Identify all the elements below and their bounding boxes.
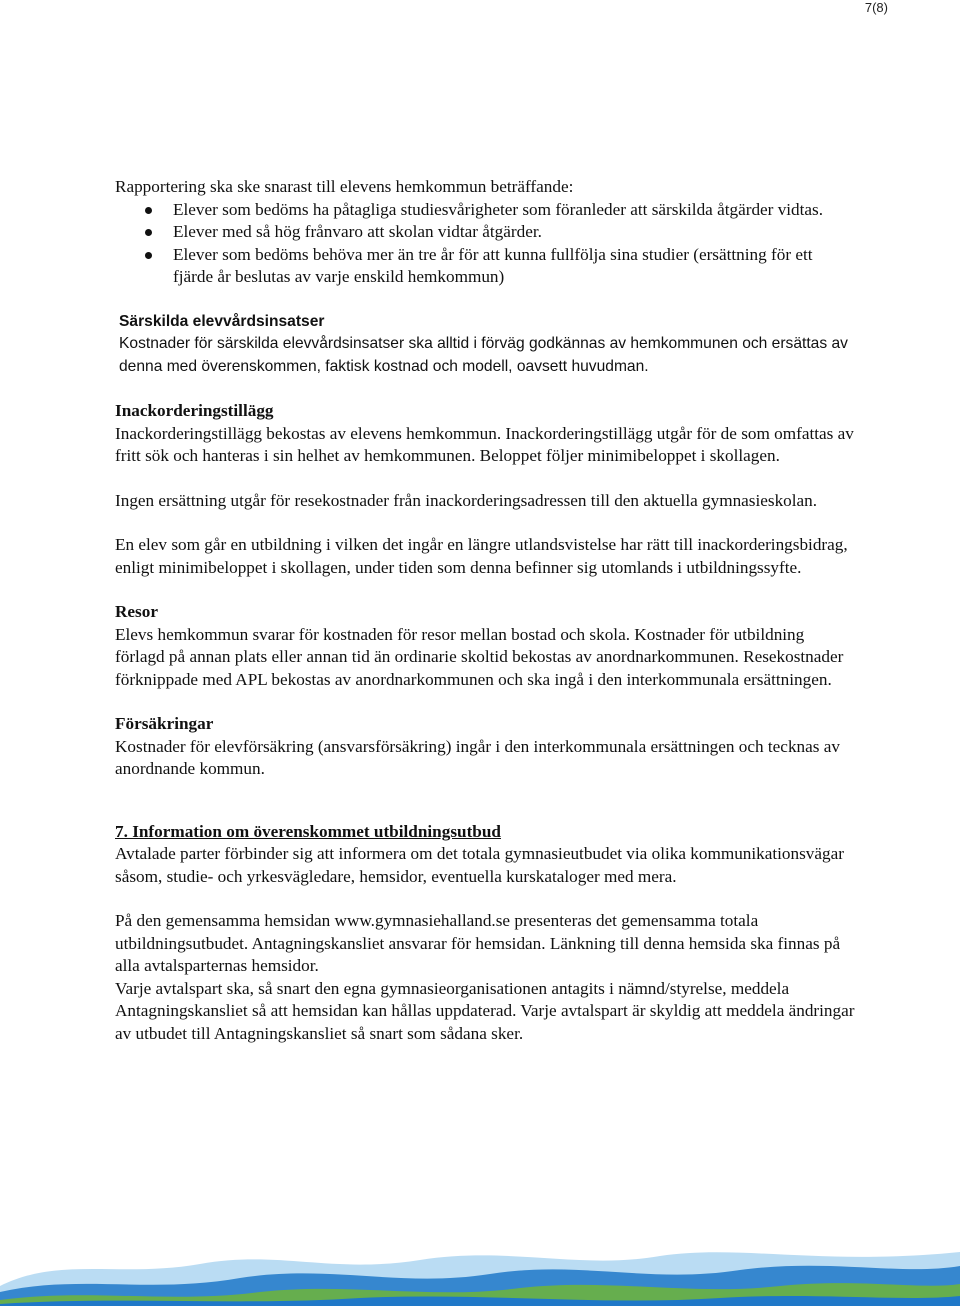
inackordering-paragraph-1: Inackorderingstillägg bekostas av elevens hemkommun. Inackorderingstillägg utgår för de som omfattas av fritt sök och hanteras i sin helhet av hemkommunen. Beloppet följer minimibeloppet i skollagen.	[115, 423, 854, 465]
section-7-paragraph-2: På den gemensamma hemsidan www.gymnasiehalland.se presenteras det gemensamma totala utbildningsutbudet. Antagningskansliet ansvarar för hemsidan. Länkning till denna hemsida ska finnas på alla avtalsparternas hemsidor.	[115, 911, 841, 975]
list-item	[173, 221, 855, 244]
bullet-icon	[145, 207, 152, 214]
page-number: 7(8)	[864, 0, 888, 15]
inackordering-heading: Inackorderingstillägg	[115, 401, 274, 420]
bullet-icon	[145, 252, 152, 259]
list-item	[173, 244, 855, 289]
sarskilda-heading: Särskilda elevvårdsinsatser	[119, 312, 325, 330]
document-body	[115, 176, 855, 1045]
list-item-text: Elever som bedöms ha påtagliga studiesvårigheter som föranleder att särskilda åtgärder vidtas.	[173, 199, 824, 219]
section-7-heading: 7. Information om överenskommet utbildningsutbud	[115, 821, 501, 841]
bullet-icon	[145, 229, 152, 236]
sarskilda-text: Kostnader för särskilda elevvårdsinsatser ska alltid i förväg godkännas av hemkommunen och ersättas av denna med överenskommen, faktisk kostnad och modell, oavsett huvudman.	[119, 335, 848, 375]
section-7-paragraph-3: Varje avtalspart ska, så snart den egna gymnasieorganisationen antagits i nämnd/styrelse, meddela Antagningskansliet så att hemsidan kan hållas uppdaterad. Varje avtalspart är skyldig att meddela ändringar av utbudet till Antagningskansliet så snart som sådana sker.	[115, 978, 855, 1043]
inackordering-paragraph-2: Ingen ersättning utgår för resekostnader från inackorderingsadressen till den aktuella gymnasieskolan.	[115, 490, 818, 510]
forsakringar-text: Kostnader för elevförsäkring (ansvarsförsäkring) ingår i den interkommunala ersättningen och tecknas av anordnande kommun.	[115, 736, 840, 778]
resor-heading: Resor	[115, 602, 158, 621]
reporting-bullet-list	[115, 199, 855, 289]
footer-wave-graphic	[0, 1252, 960, 1306]
resor-text: Elevs hemkommun svarar för kostnaden för resor mellan bostad och skola. Kostnader för utbildning förlagd på annan plats eller annan tid än ordinarie skoltid bekostas av anordnarkommunen. Resekostnader förknippade med APL bekostas av anordnarkommunen och ska ingå i den interkommunala ersättningen.	[115, 624, 844, 689]
reporting-intro: Rapportering ska ske snarast till elevens hemkommun beträffande:	[115, 177, 574, 196]
section-7-paragraph-1: Avtalade parter förbinder sig att informera om det totala gymnasieutbudet via olika kommunikationsvägar såsom, studie- och yrkesvägledare, hemsidor, eventuella kurskataloger med mera.	[115, 844, 844, 886]
list-item-text: Elever med så hög frånvaro att skolan vidtar åtgärder.	[173, 222, 542, 241]
list-item-text: Elever som bedöms behöva mer än tre år för att kunna fullfölja sina studier (ersättning för ett fjärde år beslutas av varje enskild hemkommun)	[173, 244, 813, 286]
list-item	[173, 199, 855, 222]
sarskilda-section	[119, 311, 855, 379]
forsakringar-heading: Försäkringar	[115, 714, 214, 733]
inackordering-paragraph-3: En elev som går en utbildning i vilken det ingår en längre utlandsvistelse har rätt till inackorderingsbidrag, enligt minimibeloppet i skollagen, under tiden som denna befinner sig utomlands i utbildningssyfte.	[115, 535, 848, 577]
footer-wave-decoration	[0, 1216, 960, 1306]
